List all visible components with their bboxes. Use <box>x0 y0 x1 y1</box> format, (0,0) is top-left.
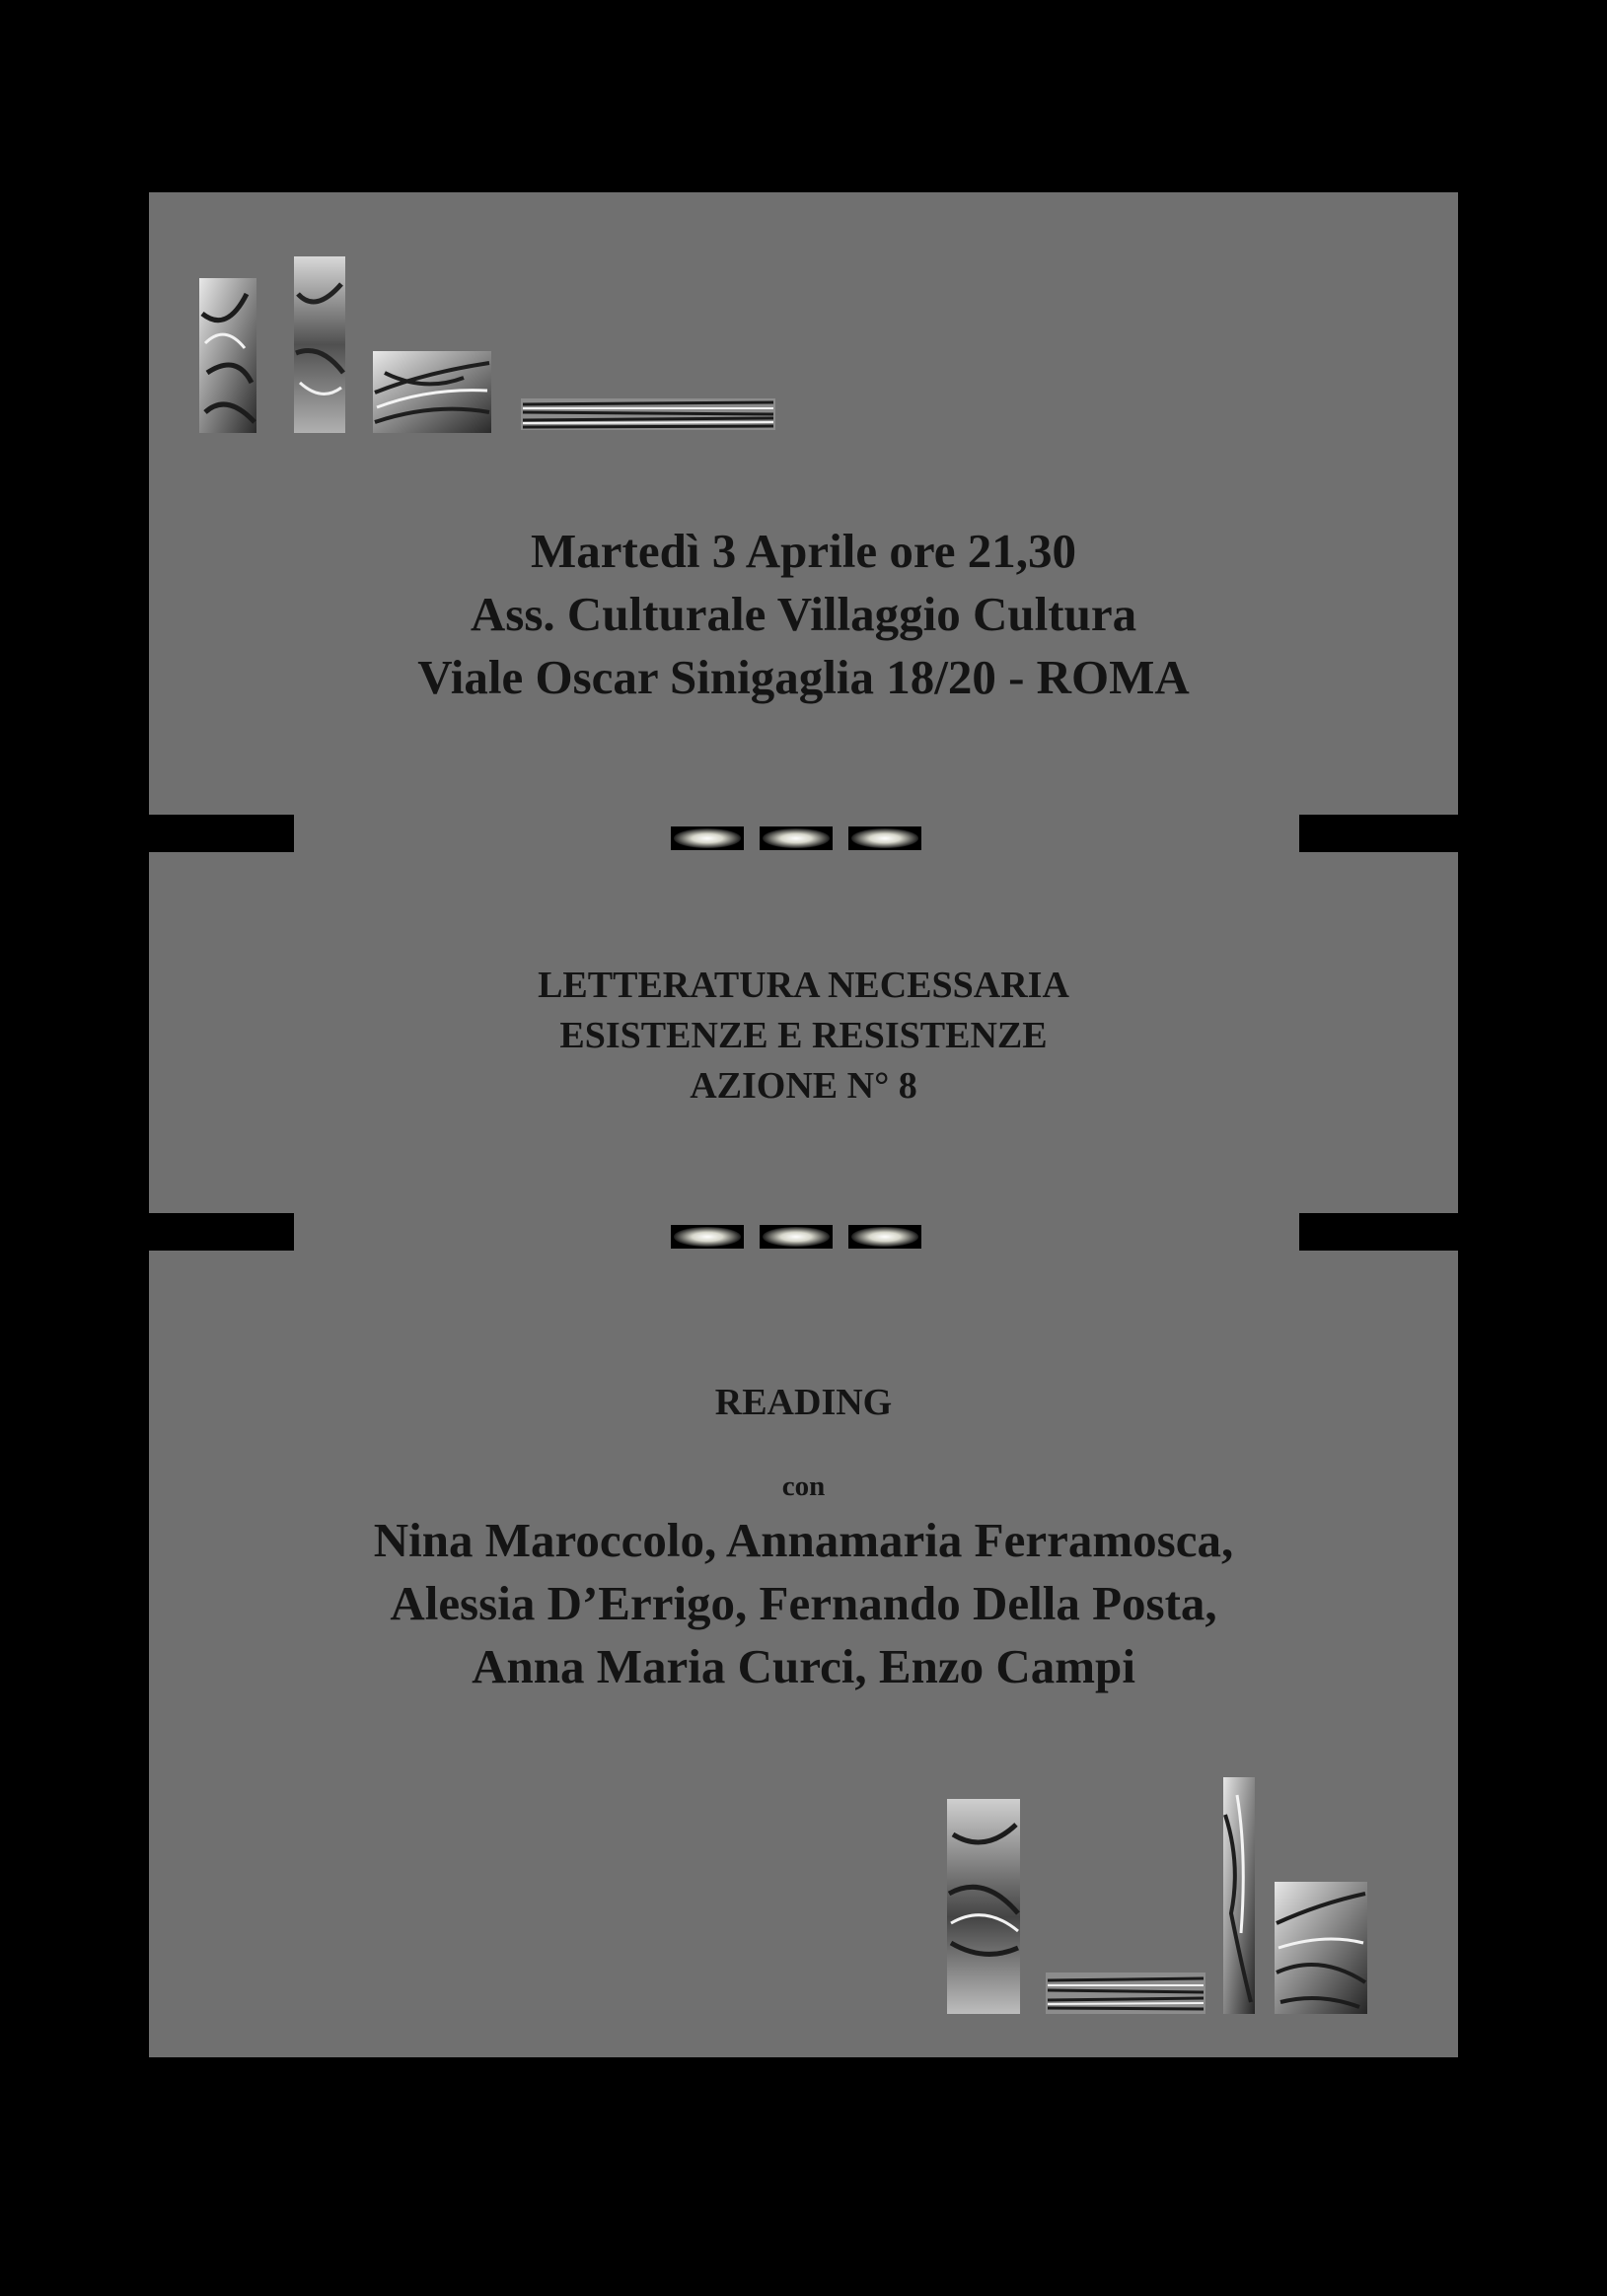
event-info <box>149 520 1458 709</box>
lens-ornament <box>671 826 744 850</box>
program-subtitle: ESISTENZE E RESISTENZE <box>559 1015 1048 1056</box>
reading-names-line: Alessia D’Errigo, Fernando Della Posta, <box>390 1576 1217 1630</box>
event-date-time: Martedì 3 Aprile ore 21,30 <box>531 524 1076 578</box>
reading-with: con <box>781 1471 826 1502</box>
event-venue: Ass. Culturale Villaggio Cultura <box>470 587 1137 641</box>
reading-title: READING <box>714 1382 893 1423</box>
relief-art-bottom <box>945 1775 1369 2016</box>
lens-ornament <box>848 1225 921 1249</box>
program-info <box>149 961 1458 1112</box>
program-title: LETTERATURA NECESSARIA <box>538 965 1069 1006</box>
lens-ornament <box>671 1225 744 1249</box>
relief-block <box>294 256 345 433</box>
lens-ornament <box>760 1225 833 1249</box>
reading-names-line: Anna Maria Curci, Enzo Campi <box>472 1639 1135 1693</box>
reading-names <box>149 1509 1458 1698</box>
lens-ornament <box>848 826 921 850</box>
relief-block <box>1275 1882 1367 2014</box>
program-action: AZIONE N° 8 <box>690 1065 917 1107</box>
event-address: Viale Oscar Sinigaglia 18/20 - ROMA <box>417 650 1190 704</box>
reading-names-line: Nina Maroccolo, Annamaria Ferramosca, <box>373 1513 1234 1567</box>
relief-art-top <box>197 254 789 434</box>
lens-ornament <box>760 826 833 850</box>
